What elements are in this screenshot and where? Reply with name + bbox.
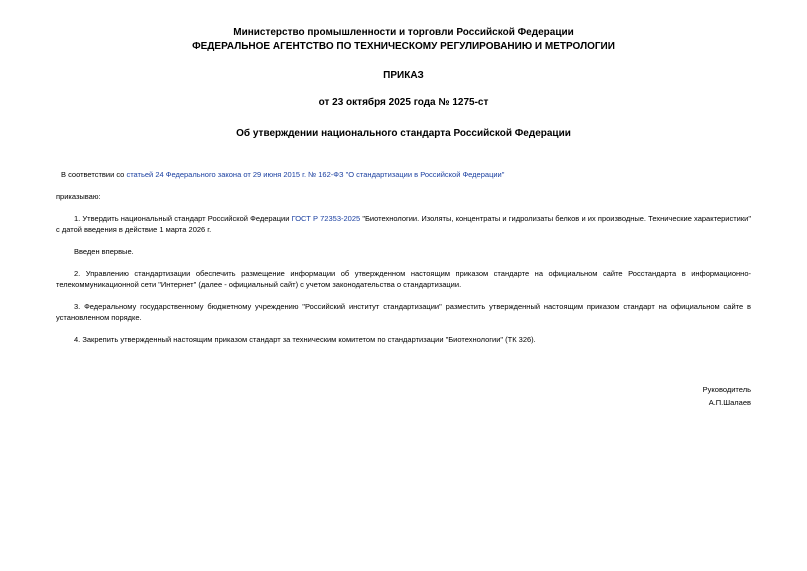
signature-name: А.П.Шалаев	[708, 398, 751, 407]
gost-standard-link[interactable]: ГОСТ Р 72353-2025	[291, 214, 361, 223]
introduced-paragraph: Введен впервые.	[74, 247, 134, 256]
preamble-prefix: В соответствии со	[61, 170, 127, 179]
item-4-paragraph: 4. Закрепить утвержденный настоящим приказом стандарт за техническим комитетом по стандартизации "Биотехнологии" (ТК 326).	[74, 335, 536, 344]
order-date: от 23 октября 2025 года № 1275-ст	[318, 97, 489, 108]
preamble-paragraph	[61, 169, 751, 180]
agency-title: ФЕДЕРАЛЬНОЕ АГЕНТСТВО ПО ТЕХНИЧЕСКОМУ РЕГУЛИРОВАНИЮ И МЕТРОЛОГИИ	[192, 41, 615, 52]
signature-block	[56, 383, 751, 409]
ministry-title: Министерство промышленности и торговли Российской Федерации	[233, 27, 574, 38]
item-1-paragraph	[56, 213, 751, 235]
document-body	[56, 169, 751, 345]
order-title: Об утверждении национального стандарта Российской Федерации	[236, 128, 571, 139]
federal-law-link[interactable]: статьей 24 Федерального закона от 29 июня 2015 г. № 162-ФЗ "О стандартизации в Российской Федерации"	[126, 170, 505, 179]
document-header	[56, 26, 751, 139]
order-word: ПРИКАЗ	[383, 70, 424, 81]
item-1-prefix: 1. Утвердить национальный стандарт Российской Федерации	[74, 214, 292, 223]
item-3-paragraph: 3. Федеральному государственному бюджетному учреждению "Российский институт стандартизации" разместить утвержденный настоящим приказом стандарт на официальном сайте в установленном порядке.	[56, 302, 751, 322]
orders-word: приказываю:	[56, 192, 101, 201]
signature-role: Руководитель	[702, 385, 751, 394]
item-1-suffix: "Биотехнологии. Изоляты, концентраты и гидролизаты белков и их производные. Технические характеристики" с датой введения в действие 1 марта 2026 г.	[56, 214, 751, 234]
item-2-paragraph: 2. Управлению стандартизации обеспечить размещение информации об утвержденном настоящим приказом стандарте на официальном сайте Росстандарта в информационно-телекоммуникационной сети "Интернет" (далее - официальный сайт) с учетом законодательства о стандартизации.	[56, 269, 751, 289]
